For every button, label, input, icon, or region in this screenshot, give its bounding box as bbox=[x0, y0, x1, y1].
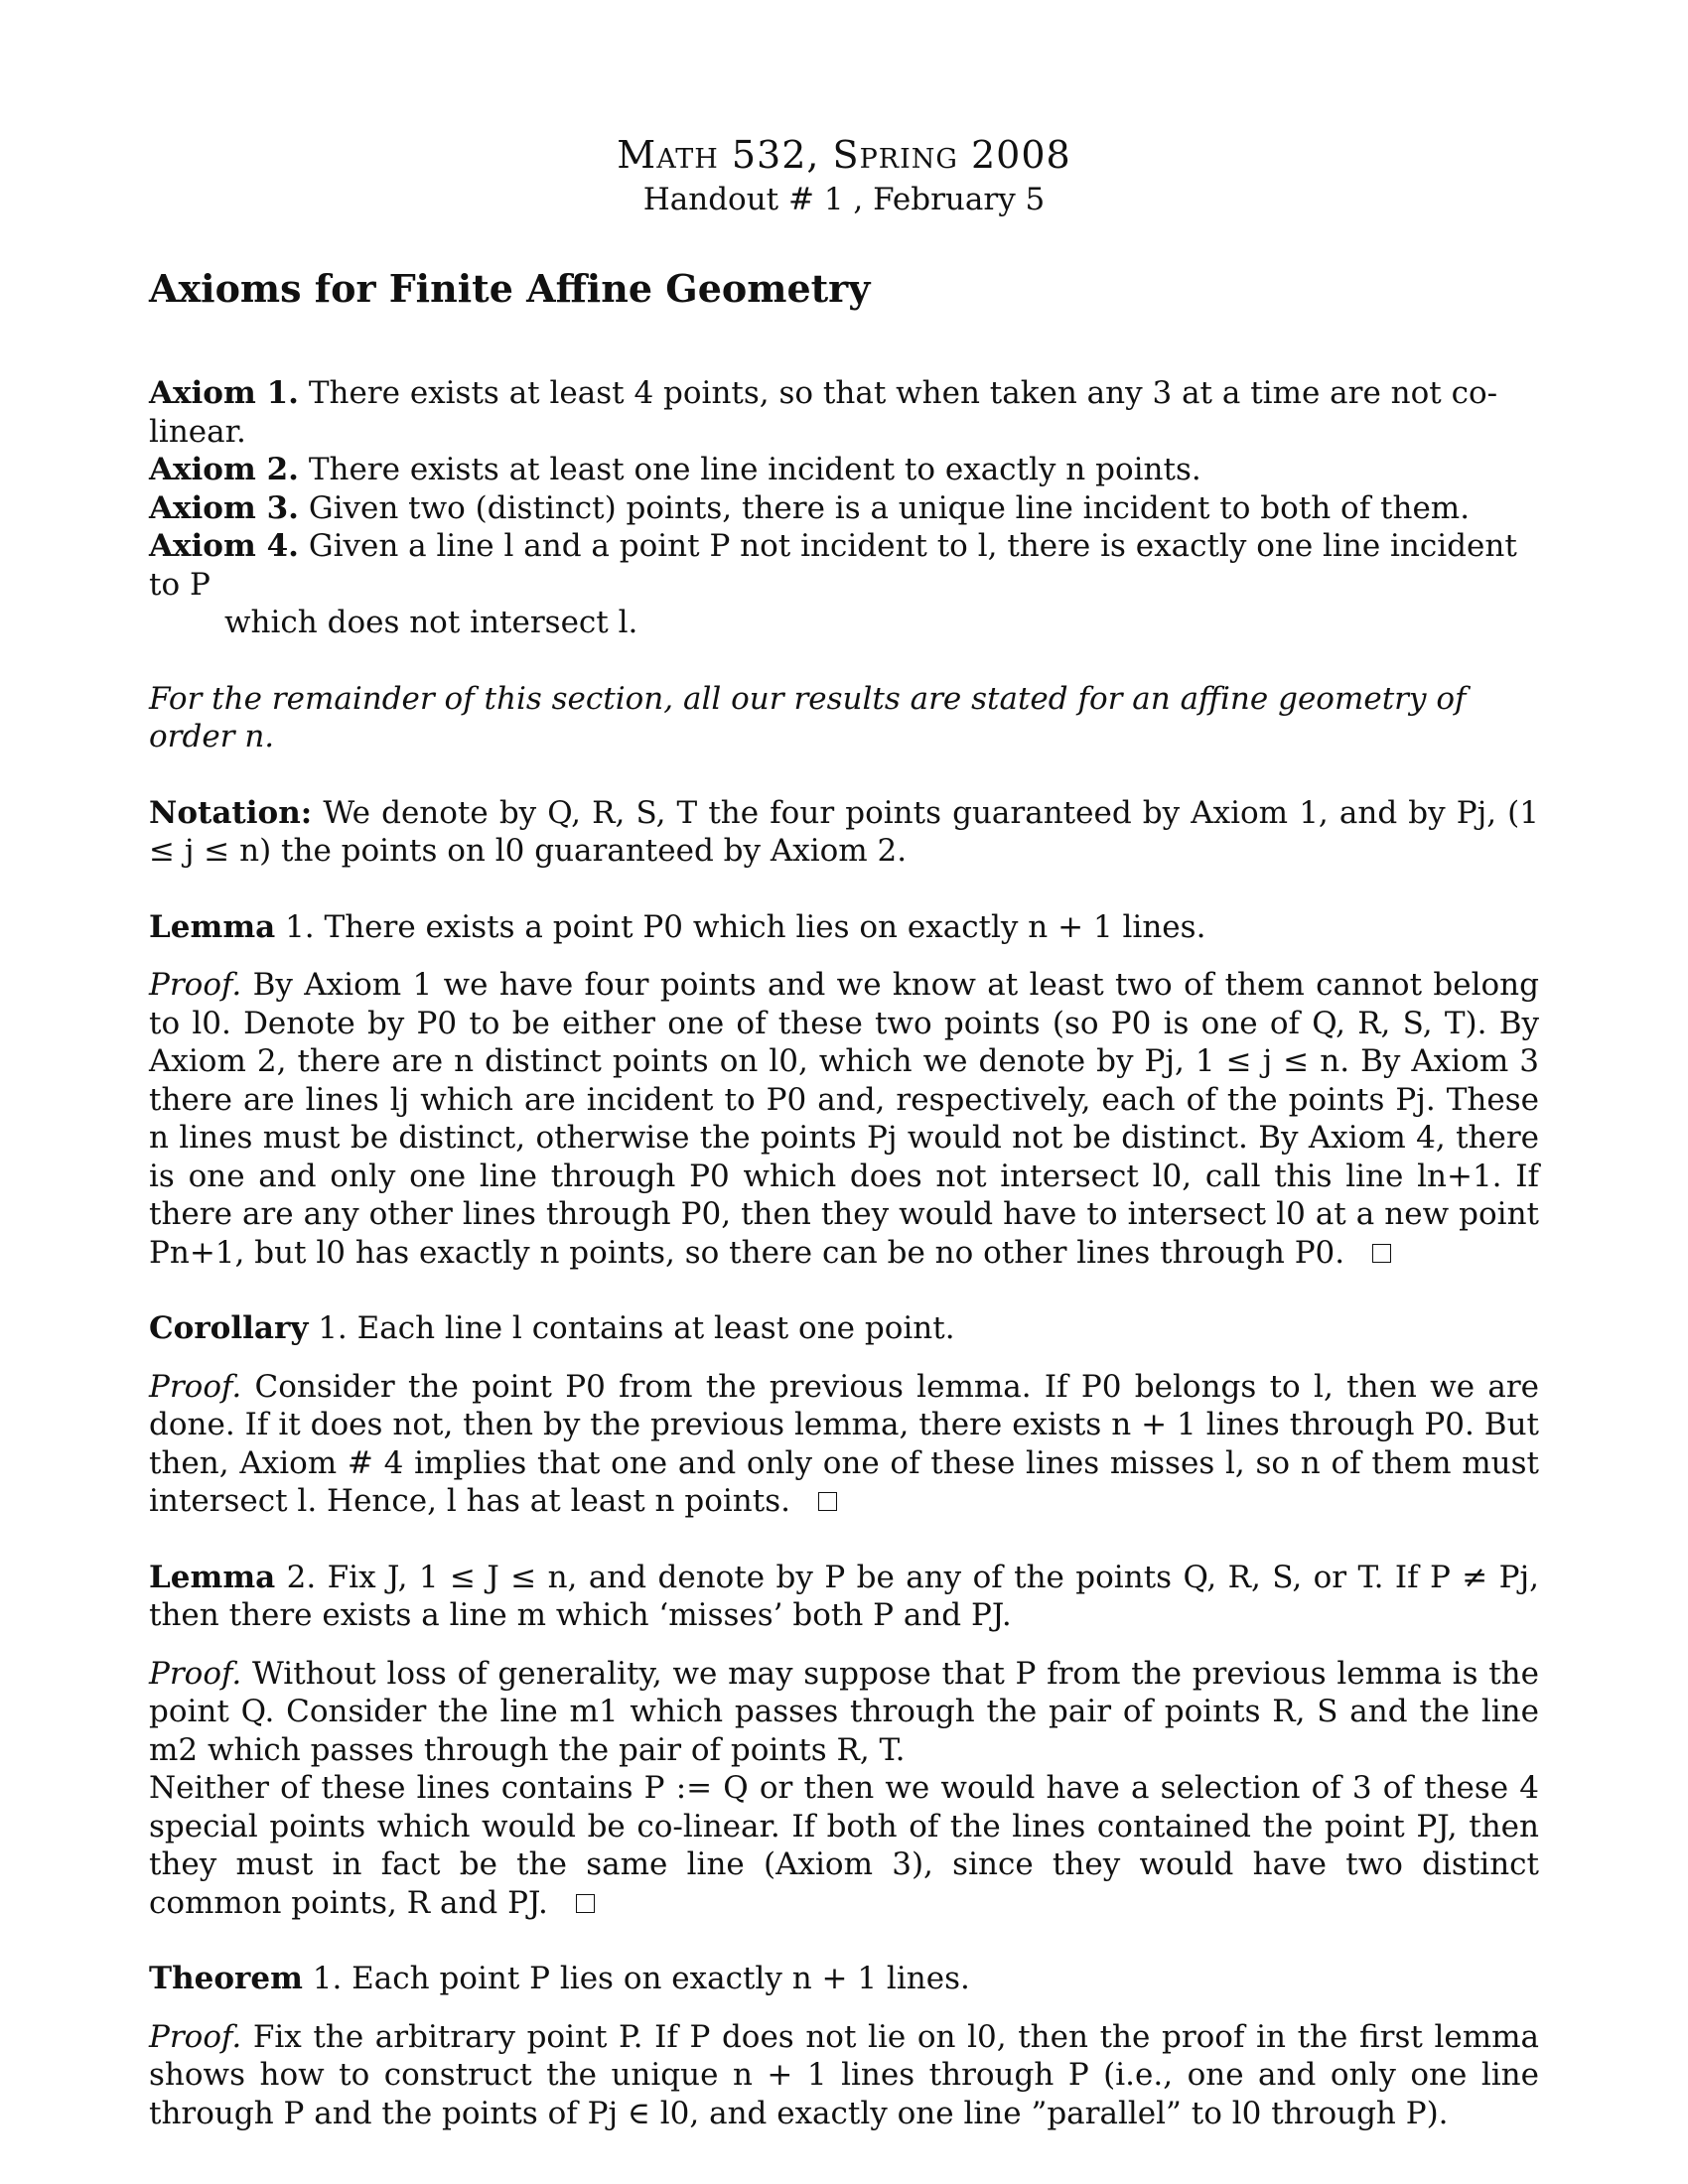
lemma-2 bbox=[149, 1559, 1539, 1923]
axiom-4 bbox=[149, 527, 1539, 642]
lemma-number: 1. bbox=[285, 908, 315, 945]
theorem-statement bbox=[149, 1960, 1539, 1998]
axiom-text: Given a line l and a point P not incident to l, there is exactly one line incident to P bbox=[149, 528, 1517, 603]
section-remark: For the remainder of this section, all our results are stated for an affine geometry of order n. bbox=[149, 680, 1467, 755]
axiom-list bbox=[149, 374, 1539, 642]
axiom-1 bbox=[149, 374, 1539, 451]
proof-text: Neither of these lines contains P := Q or then we would have a selection of 3 of these 4 special points which would be co-linear. If both of the lines contained the point PJ, then they must in fact be the same line (Axiom 3), since they would have two distinct common points, R and PJ. bbox=[149, 1770, 1539, 1921]
proof-label: Proof. bbox=[149, 1655, 242, 1692]
axiom-label: Axiom 4. bbox=[149, 528, 299, 565]
lemma-number: 2. bbox=[286, 1559, 317, 1595]
lemma-text: Fix J, 1 ≤ J ≤ n, and denote by P be any of the points Q, R, S, or T. If P ≠ Pj, then there exists a line m which ‘misses’ both P and PJ. bbox=[149, 1559, 1540, 1634]
lemma-1 bbox=[149, 908, 1539, 1273]
proof-text: By Axiom 1 we have four points and we know at least two of them cannot belong to l0. Denote by P0 to be either one of these two points (so P0 is one of Q, R, S, T). By Axiom 2, there are n distinct points on l0, which we denote by Pj, 1 ≤ j ≤ n. By Axiom 3 there are lines lj which are incident to P0 and, respectively, each of the points Pj. These n lines must be distinct, otherwise the points Pj would not be distinct. By Axiom 4, there is one and only one line through P0 which does not intersect l0, call this line ln+1. If there are any other lines through P0, then they would have to intersect l0 at a new point Pn+1, but l0 has exactly n points, so there can be no other lines through P0. bbox=[149, 967, 1539, 1271]
proof-label: Proof. bbox=[149, 2018, 242, 2055]
lemma-label: Lemma bbox=[149, 1559, 276, 1595]
lemma-proof bbox=[149, 1655, 1539, 1770]
document-header bbox=[149, 131, 1539, 220]
proof-label: Proof. bbox=[149, 967, 242, 1004]
axiom-text: There exists at least one line incident to exactly n points. bbox=[308, 452, 1201, 488]
theorem-number: 1. bbox=[312, 1961, 343, 1997]
corollary-number: 1. bbox=[318, 1310, 348, 1347]
theorem-1 bbox=[149, 1960, 1539, 2132]
proof-text: Consider the point P0 from the previous lemma. If P0 belongs to l, then we are done. If it does not, then by the previous lemma, there exists n + 1 lines through P0. But then, Axiom # 4 implies that one and only one of these lines misses l, so n of them must intersect l. Hence, l has at least n points. bbox=[149, 1368, 1539, 1520]
proof-text: Fix the arbitrary point P. If P does not lie on l0, then the proof in the first lemma shows how to construct the unique n + 1 lines through P (i.e., one and only one line through P and the points of Pj ∈ l0, and exactly one line ”parallel” to l0 through P). bbox=[149, 2018, 1539, 2131]
axiom-label: Axiom 1. bbox=[149, 375, 299, 412]
qed-box-icon bbox=[1372, 1244, 1391, 1263]
notation-label: Notation: bbox=[149, 794, 313, 831]
axiom-text: Given two (distinct) points, there is a unique line incident to both of them. bbox=[308, 489, 1471, 526]
lemma-statement bbox=[149, 908, 1539, 947]
lemma-statement bbox=[149, 1559, 1539, 1635]
proof-text: Without loss of generality, we may suppose that P from the previous lemma is the point Q. Consider the line m1 which passes through the pair of points R, S and the line m2 which passes through the pair of points R, T. bbox=[149, 1655, 1539, 1768]
notation-paragraph bbox=[149, 794, 1539, 871]
qed-box-icon bbox=[576, 1894, 595, 1913]
notation-text: We denote by Q, R, S, T the four points guaranteed by Axiom 1, and by Pj, (1 ≤ j ≤ n) the points on l0 guaranteed by Axiom 2. bbox=[149, 794, 1540, 870]
qed-box-icon bbox=[818, 1492, 837, 1511]
section-title: Axioms for Finite Affine Geometry bbox=[149, 265, 871, 311]
corollary-text: Each line l contains at least one point. bbox=[356, 1310, 955, 1347]
proof-label: Proof. bbox=[149, 1368, 242, 1405]
axiom-2 bbox=[149, 451, 1539, 489]
theorem-label: Theorem bbox=[149, 1961, 303, 1997]
axiom-text: There exists at least 4 points, so that when taken any 3 at a time are not co-linear. bbox=[149, 375, 1498, 450]
corollary-proof bbox=[149, 1368, 1539, 1521]
lemma-proof bbox=[149, 966, 1539, 1272]
corollary-1 bbox=[149, 1309, 1539, 1521]
axiom-label: Axiom 3. bbox=[149, 489, 299, 526]
corollary-label: Corollary bbox=[149, 1310, 309, 1347]
theorem-proof bbox=[149, 2018, 1539, 2133]
axiom-continuation: which does not intersect l. bbox=[224, 605, 638, 641]
lemma-proof-continued bbox=[149, 1769, 1539, 1922]
lemma-text: There exists a point P0 which lies on exactly n + 1 lines. bbox=[324, 908, 1206, 945]
axiom-label: Axiom 2. bbox=[149, 452, 299, 488]
theorem-text: Each point P lies on exactly n + 1 lines. bbox=[352, 1961, 970, 1997]
corollary-statement bbox=[149, 1309, 1539, 1348]
handout-subtitle: Handout # 1 , February 5 bbox=[642, 182, 1046, 218]
course-title: Math 532, Spring 2008 bbox=[617, 133, 1071, 177]
lemma-label: Lemma bbox=[149, 908, 276, 945]
axiom-3 bbox=[149, 489, 1539, 528]
